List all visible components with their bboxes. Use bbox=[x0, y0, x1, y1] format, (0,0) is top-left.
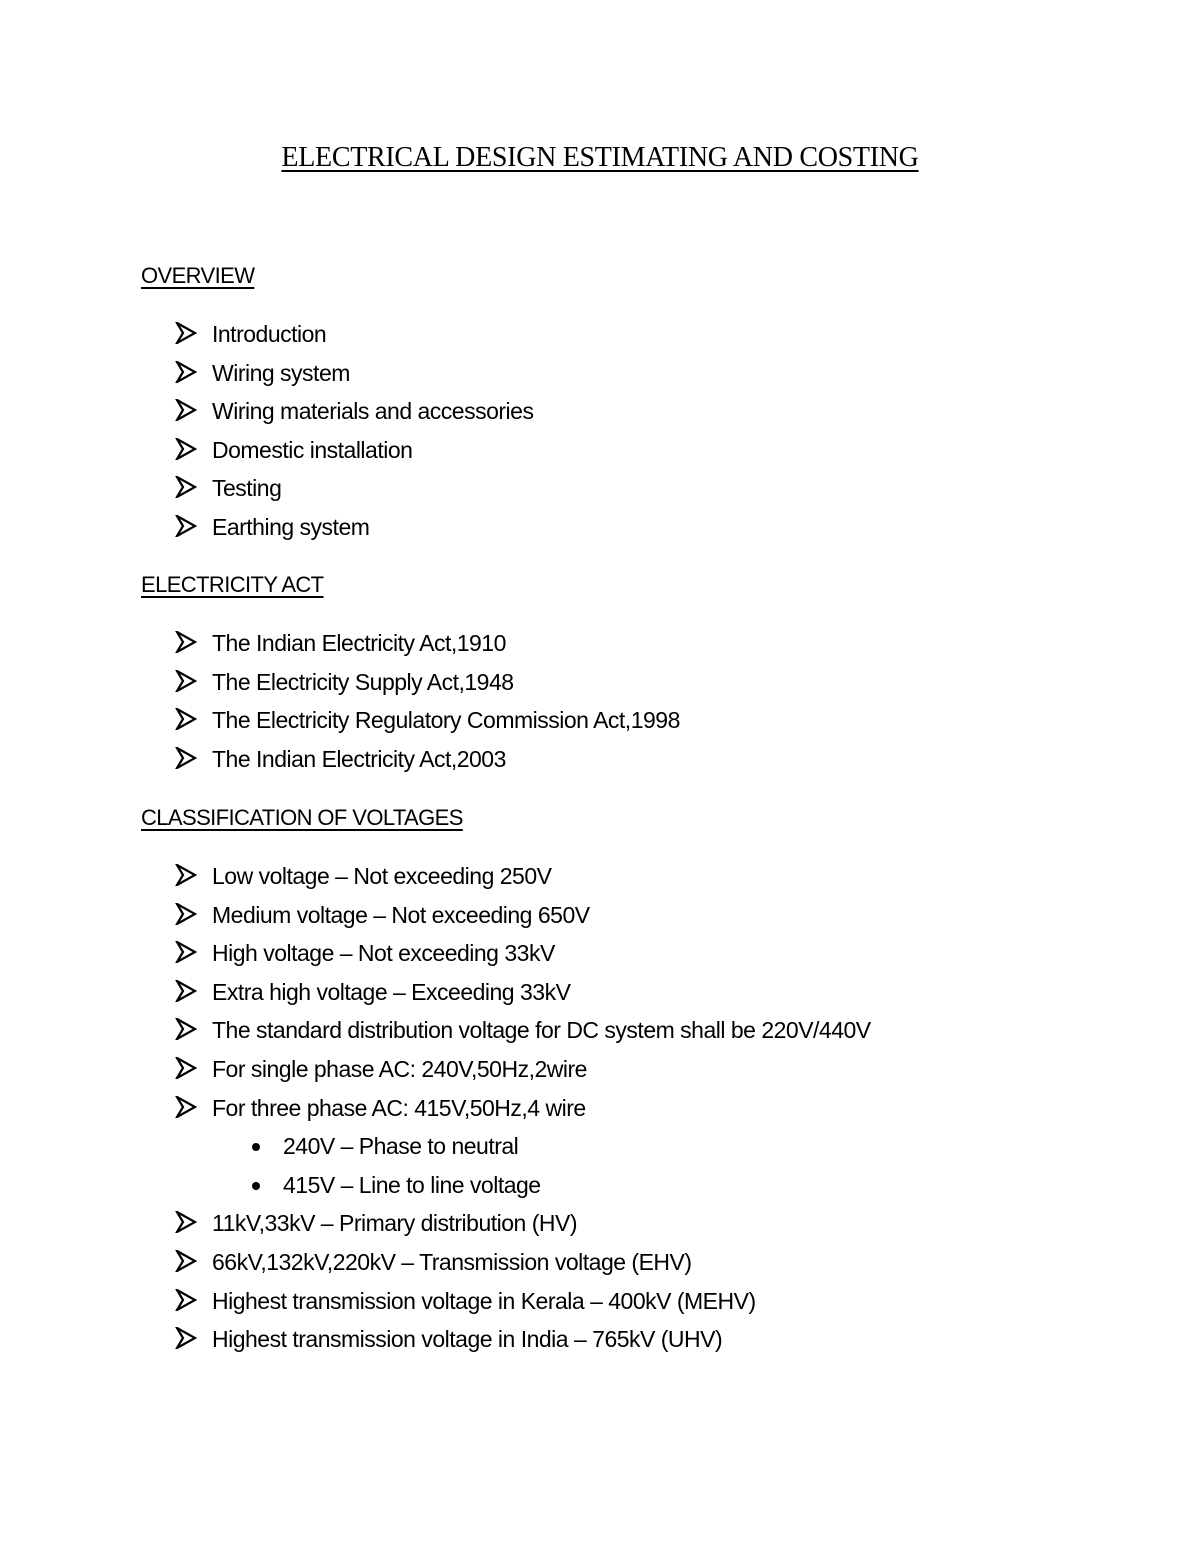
arrow-bullet-icon bbox=[175, 1018, 197, 1040]
list-item bbox=[0, 1016, 1200, 1055]
list-item-text: Earthing system bbox=[212, 513, 370, 540]
list-item-text: 11kV,33kV – Primary distribution (HV) bbox=[212, 1210, 577, 1237]
arrow-bullet-icon bbox=[175, 670, 197, 692]
arrow-bullet-icon bbox=[175, 708, 197, 730]
list-item-text: 415V – Line to line voltage bbox=[283, 1171, 541, 1198]
round-bullet-icon bbox=[252, 1182, 260, 1190]
list-item-text: Highest transmission voltage in India – 765kV (UHV) bbox=[212, 1326, 723, 1353]
arrow-bullet-icon bbox=[175, 476, 197, 498]
document-title: ELECTRICAL DESIGN ESTIMATING AND COSTING bbox=[281, 142, 919, 173]
list-item-text: Domestic installation bbox=[212, 436, 413, 463]
list-item-text: Highest transmission voltage in Kerala – 400kV (MEHV) bbox=[212, 1287, 756, 1314]
list-item-text: The standard distribution voltage for DC system shall be 220V/440V bbox=[212, 1017, 871, 1044]
arrow-bullet-icon bbox=[175, 941, 197, 963]
list-item bbox=[0, 939, 1200, 978]
list-item bbox=[0, 706, 1200, 745]
list-item bbox=[0, 1287, 1200, 1326]
section-heading-electricity-act: ELECTRICITY ACT bbox=[141, 572, 324, 597]
electricity-act-list bbox=[0, 629, 1200, 783]
list-item bbox=[0, 978, 1200, 1017]
list-item-text: For three phase AC: 415V,50Hz,4 wire bbox=[212, 1094, 586, 1121]
section-heading-classification-of-voltages: CLASSIFICATION OF VOLTAGES bbox=[141, 805, 463, 830]
list-item-text: The Indian Electricity Act,1910 bbox=[212, 630, 506, 656]
list-item-text: Low voltage – Not exceeding 250V bbox=[212, 863, 552, 889]
list-item bbox=[0, 1248, 1200, 1287]
list-item bbox=[0, 1055, 1200, 1094]
arrow-bullet-icon bbox=[175, 1327, 197, 1349]
list-item bbox=[0, 901, 1200, 940]
list-item bbox=[0, 629, 1200, 668]
sub-list-item bbox=[0, 1132, 1200, 1171]
list-item bbox=[0, 862, 1200, 901]
list-item bbox=[0, 1209, 1200, 1248]
list-item-text: High voltage – Not exceeding 33kV bbox=[212, 940, 555, 967]
list-item-text: 240V – Phase to neutral bbox=[283, 1133, 519, 1160]
list-item-text: Extra high voltage – Exceeding 33kV bbox=[212, 978, 571, 1005]
list-item-text: The Electricity Regulatory Commission Act,1998 bbox=[212, 707, 680, 734]
arrow-bullet-icon bbox=[175, 1096, 197, 1118]
list-item-text: 66kV,132kV,220kV – Transmission voltage (EHV) bbox=[212, 1248, 692, 1275]
list-item-text: Introduction bbox=[212, 321, 327, 347]
list-item bbox=[0, 513, 1200, 552]
list-item-text: Testing bbox=[212, 475, 282, 502]
list-item bbox=[0, 668, 1200, 707]
list-item-text: Medium voltage – Not exceeding 650V bbox=[212, 901, 590, 928]
arrow-bullet-icon bbox=[175, 980, 197, 1002]
overview-list bbox=[0, 320, 1200, 552]
arrow-bullet-icon bbox=[175, 1211, 197, 1233]
list-item-text: For single phase AC: 240V,50Hz,2wire bbox=[212, 1055, 587, 1082]
list-item-text: The Electricity Supply Act,1948 bbox=[212, 668, 514, 695]
list-item bbox=[0, 320, 1200, 359]
list-item bbox=[0, 1094, 1200, 1133]
arrow-bullet-icon bbox=[175, 903, 197, 925]
arrow-bullet-icon bbox=[175, 1250, 197, 1272]
list-item bbox=[0, 359, 1200, 398]
list-item-text: Wiring materials and accessories bbox=[212, 398, 534, 425]
list-item-text: The Indian Electricity Act,2003 bbox=[212, 745, 506, 772]
list-item bbox=[0, 745, 1200, 784]
arrow-bullet-icon bbox=[175, 438, 197, 460]
round-bullet-icon bbox=[252, 1143, 260, 1151]
arrow-bullet-icon bbox=[175, 361, 197, 383]
list-item bbox=[0, 397, 1200, 436]
arrow-bullet-icon bbox=[175, 515, 197, 537]
arrow-bullet-icon bbox=[175, 1057, 197, 1079]
arrow-bullet-icon bbox=[175, 864, 197, 886]
list-item bbox=[0, 1325, 1200, 1364]
list-item-text: Wiring system bbox=[212, 359, 350, 386]
section-heading-overview: OVERVIEW bbox=[141, 263, 255, 288]
list-item bbox=[0, 474, 1200, 513]
sub-list-item bbox=[0, 1171, 1200, 1210]
arrow-bullet-icon bbox=[175, 631, 197, 653]
arrow-bullet-icon bbox=[175, 322, 197, 344]
arrow-bullet-icon bbox=[175, 399, 197, 421]
arrow-bullet-icon bbox=[175, 747, 197, 769]
list-item bbox=[0, 436, 1200, 475]
voltage-classification-list bbox=[0, 862, 1200, 1364]
arrow-bullet-icon bbox=[175, 1289, 197, 1311]
